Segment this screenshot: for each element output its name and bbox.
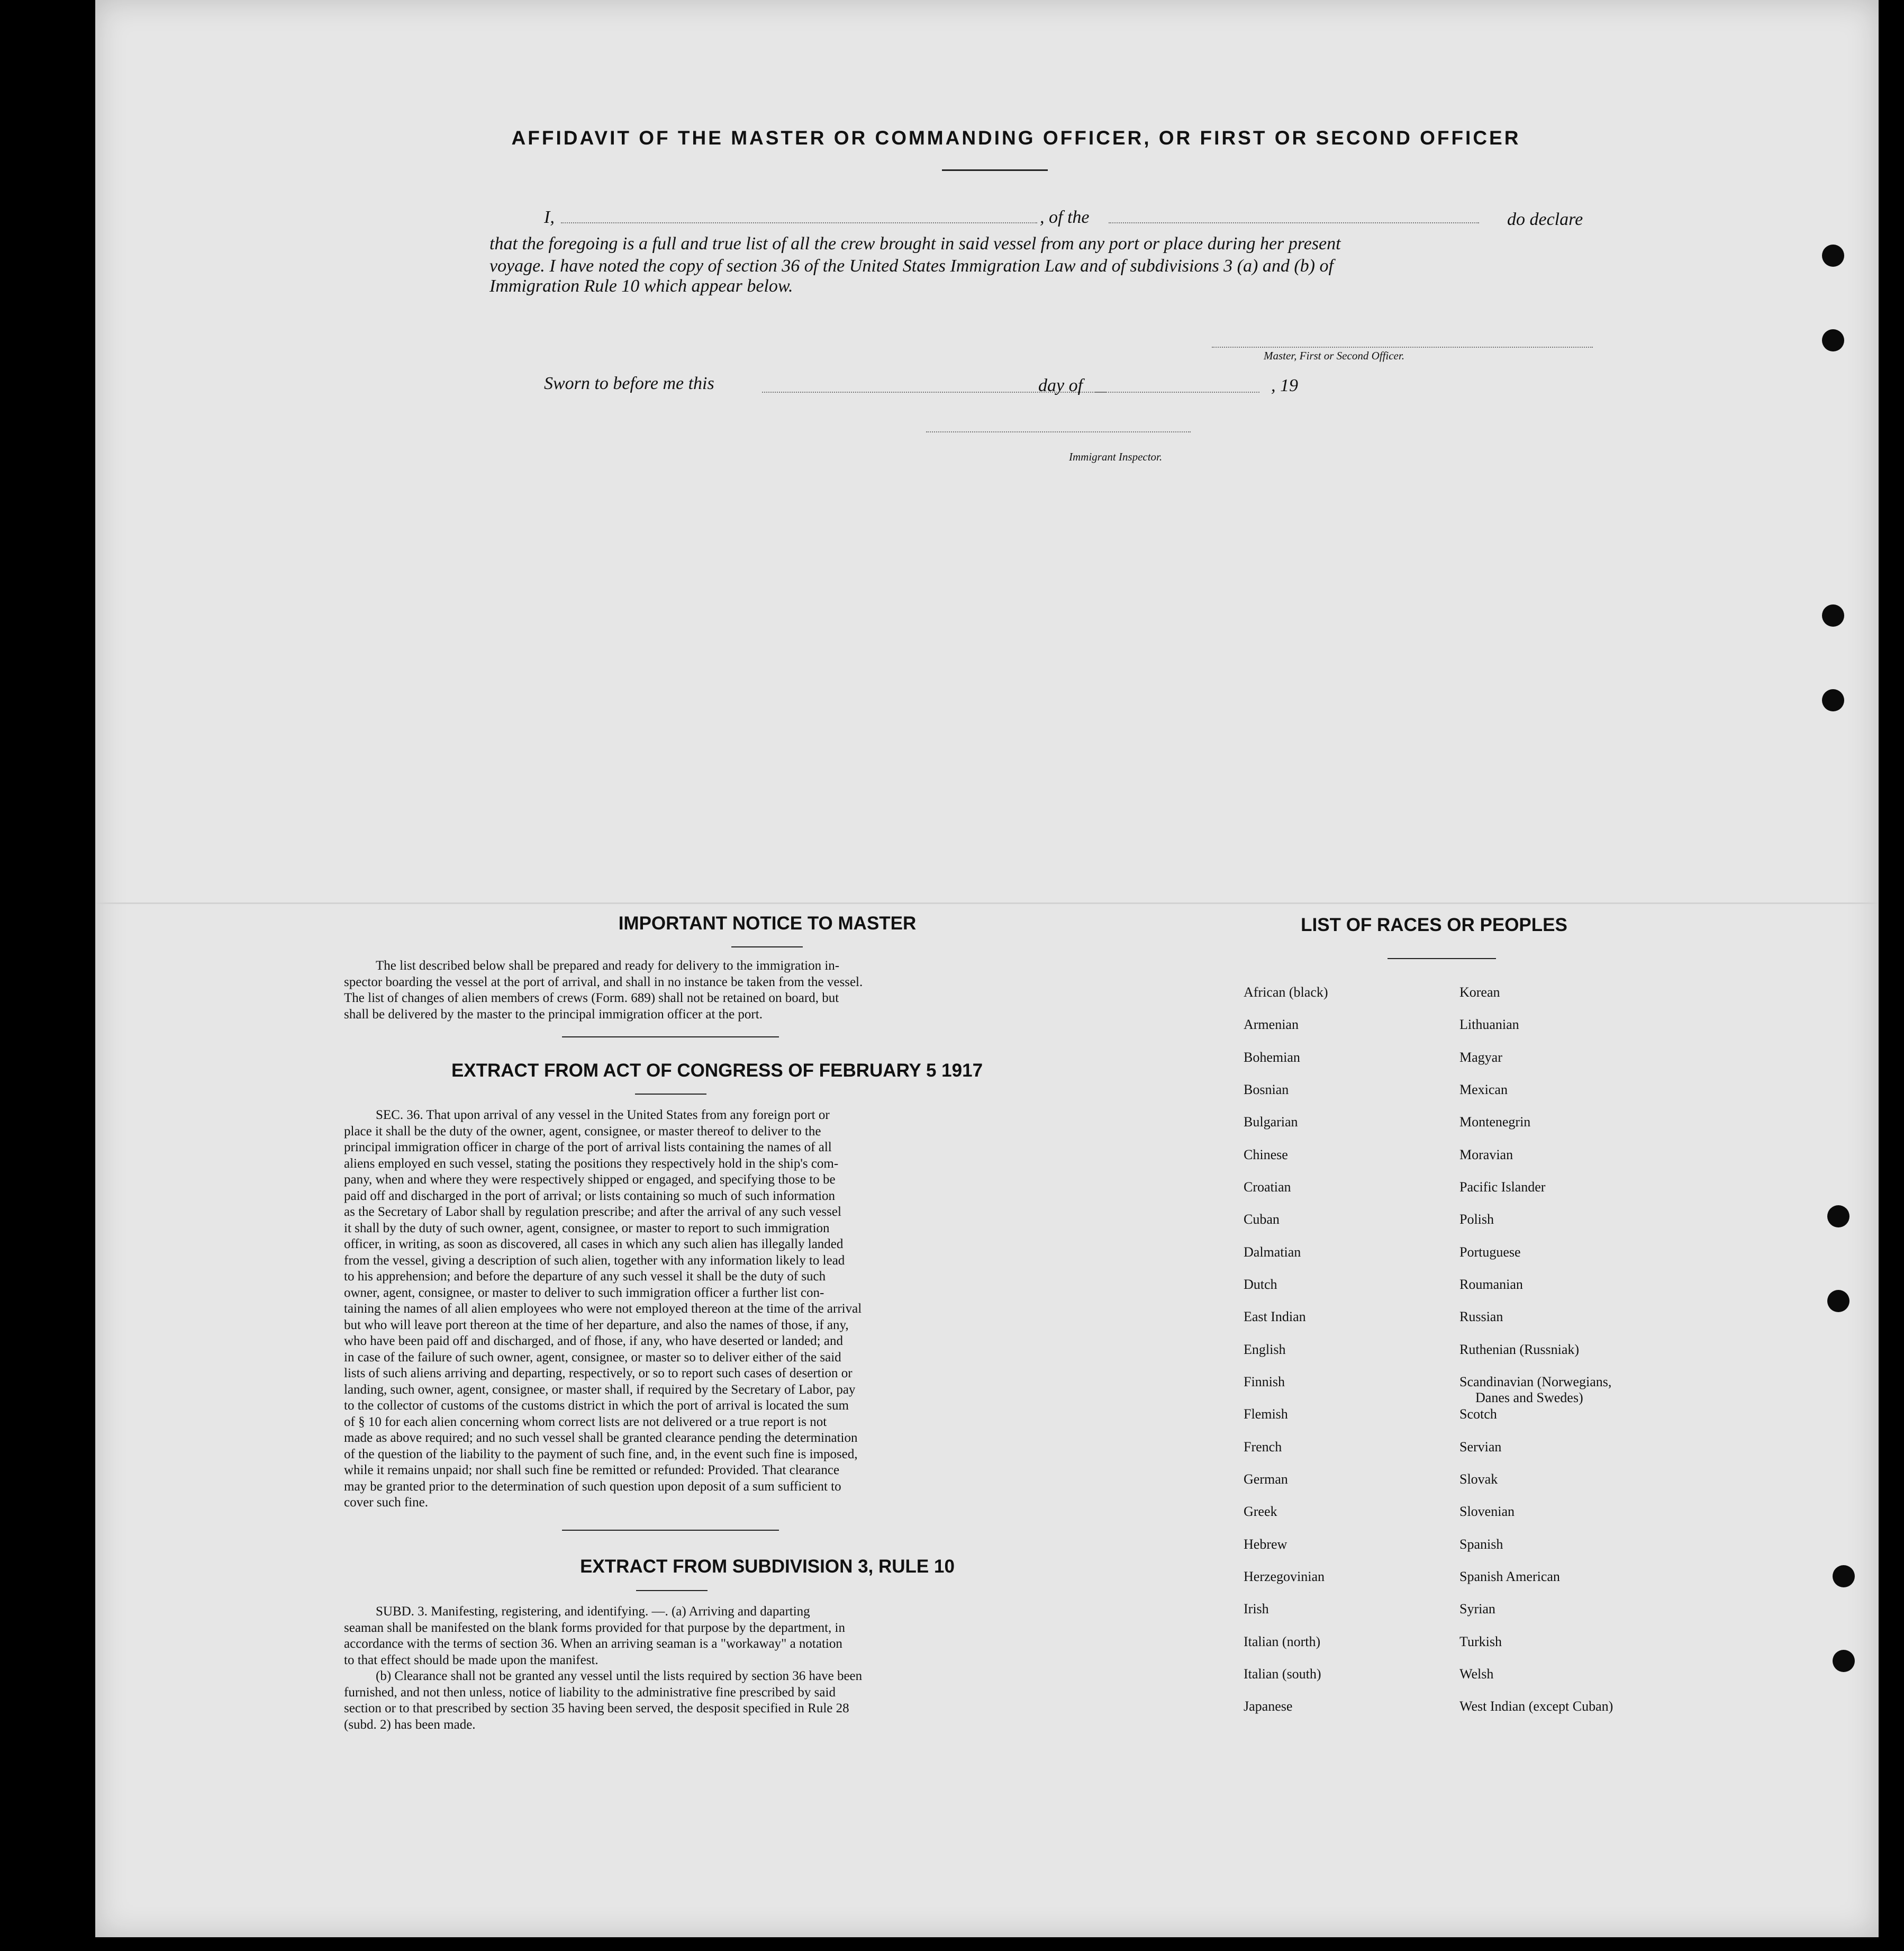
- race-item: Korean: [1459, 984, 1500, 1000]
- race-item: Servian: [1459, 1439, 1502, 1455]
- act-line: place it shall be the duty of the owner, agent, consignee, or master thereof to deliver to the: [344, 1124, 821, 1139]
- punch-hole: [1822, 604, 1844, 627]
- race-item: Roumanian: [1459, 1277, 1523, 1292]
- signature-blank[interactable]: [1212, 347, 1593, 348]
- rule-heading-rule: [636, 1590, 708, 1591]
- race-item: Turkish: [1459, 1634, 1502, 1649]
- signature-label: Master, First or Second Officer.: [1264, 349, 1404, 362]
- rule-line: (b) Clearance shall not be granted any vessel until the lists required by section 36 have been: [376, 1669, 863, 1683]
- race-item: Ruthenian (Russniak): [1459, 1342, 1580, 1357]
- act-divider: [562, 1530, 779, 1531]
- race-item: Mexican: [1459, 1082, 1508, 1097]
- affidavit-line2: that the foregoing is a full and true list of all the crew brought in said vessel from any port or place during her present: [489, 234, 1341, 254]
- race-item: Dutch: [1244, 1277, 1277, 1292]
- punch-hole: [1822, 245, 1844, 267]
- race-item: Scandinavian (Norwegians,: [1459, 1374, 1612, 1389]
- race-item: Irish: [1244, 1601, 1269, 1616]
- race-item: Spanish American: [1459, 1569, 1560, 1584]
- affidavit-line3: voyage. I have noted the copy of section 36 of the United States Immigration Law and of subdivisions 3 (a) and (b) of: [489, 256, 1334, 276]
- act-line: but who will leave port thereon at the time of her departure, and also the names of those, if any,: [344, 1317, 849, 1332]
- rule-line: (subd. 2) has been made.: [344, 1717, 476, 1732]
- race-item: Armenian: [1244, 1017, 1299, 1032]
- notice-line: The list of changes of alien members of crews (Form. 689) shall not be retained on board, but: [344, 991, 839, 1005]
- race-item: German: [1244, 1471, 1288, 1487]
- affidavit-line1-of: , of the: [1040, 207, 1090, 227]
- race-item: Welsh: [1459, 1666, 1494, 1682]
- inspector-label: Immigrant Inspector.: [1069, 450, 1163, 463]
- race-item: Cuban: [1244, 1212, 1280, 1227]
- punch-hole: [1822, 689, 1844, 711]
- race-item: Greek: [1244, 1504, 1277, 1519]
- act-body: [344, 1107, 1090, 1511]
- notice-divider: [562, 1036, 779, 1037]
- races-heading: LIST OF RACES OR PEOPLES: [1301, 915, 1567, 935]
- act-line: of § 10 for each alien concerning whom correct lists are not delivered or a true report is not: [344, 1414, 827, 1429]
- month-blank[interactable]: [1095, 392, 1259, 393]
- race-item: Russian: [1459, 1309, 1503, 1324]
- race-item: Bulgarian: [1244, 1114, 1298, 1130]
- act-line: it shall by the duty of such owner, agent, consignee, or master to report to such immigration: [344, 1221, 830, 1235]
- act-line: to the collector of customs of the customs district in which the port of arrival is located the sum: [344, 1398, 849, 1413]
- act-line: officer, in writing, as soon as discovered, all cases in which any such alien has illegally landed: [344, 1237, 844, 1251]
- rule-line: section or to that prescribed by section 35 having been served, the desposit specified in Rule 28: [344, 1701, 849, 1715]
- act-line: landing, such owner, agent, consignee, or master shall, if required by the Secretary of Labor, pay: [344, 1382, 856, 1397]
- act-line: paid off and discharged in the port of arrival; or lists containing so much of such information: [344, 1188, 836, 1203]
- race-item: English: [1244, 1342, 1286, 1357]
- race-item: French: [1244, 1439, 1282, 1455]
- race-item: Herzegovinian: [1244, 1569, 1325, 1584]
- year-text: , 19: [1271, 376, 1298, 395]
- race-item: Bosnian: [1244, 1082, 1289, 1097]
- notice-line: The list described below shall be prepared and ready for delivery to the immigration in-: [376, 959, 840, 973]
- notice-body: [344, 958, 1090, 1023]
- act-line: from the vessel, giving a description of such alien, together with any information likely to lead: [344, 1253, 845, 1268]
- race-item: Syrian: [1459, 1601, 1495, 1616]
- punch-hole: [1833, 1565, 1855, 1587]
- act-line: may be granted prior to the determination of such question upon deposit of a sum sufficient to: [344, 1479, 841, 1494]
- rule-line: seaman shall be manifested on the blank forms provided for that purpose by the department, in: [344, 1620, 845, 1635]
- rule-heading: EXTRACT FROM SUBDIVISION 3, RULE 10: [580, 1556, 955, 1577]
- race-item: West Indian (except Cuban): [1459, 1699, 1613, 1714]
- act-heading-rule: [635, 1094, 706, 1095]
- rule-line: SUBD. 3. Manifesting, registering, and identifying. —. (a) Arriving and daparting: [376, 1604, 810, 1619]
- race-item: Scotch: [1459, 1406, 1497, 1422]
- act-line: in case of the failure of such owner, agent, consignee, or master so to deliver either of the said: [344, 1350, 841, 1365]
- race-item: Croatian: [1244, 1179, 1291, 1195]
- act-line: made as above required; and no such vessel shall be granted clearance pending the determination: [344, 1431, 858, 1445]
- notice-line: shall be delivered by the master to the principal immigration officer at the port.: [344, 1007, 763, 1022]
- race-item: Slovak: [1459, 1471, 1498, 1487]
- race-item: Hebrew: [1244, 1537, 1288, 1552]
- act-heading: EXTRACT FROM ACT OF CONGRESS OF FEBRUARY 5 1917: [451, 1060, 983, 1081]
- race-item: Polish: [1459, 1212, 1494, 1227]
- affidavit-line1-i: I,: [544, 207, 555, 227]
- notice-heading-rule: [731, 946, 803, 947]
- race-item: Bohemian: [1244, 1050, 1300, 1065]
- act-line: lists of such aliens arriving and departing, respectively, or so to report such cases of desertion or: [344, 1366, 853, 1380]
- inspector-blank[interactable]: [926, 431, 1191, 432]
- race-item: Lithuanian: [1459, 1017, 1519, 1032]
- punch-hole: [1827, 1290, 1849, 1312]
- race-item: Chinese: [1244, 1147, 1288, 1162]
- punch-hole: [1822, 329, 1844, 351]
- notice-line: spector boarding the vessel at the port of arrival, and shall in no instance be taken from the vessel.: [344, 974, 863, 989]
- punch-hole: [1827, 1205, 1849, 1227]
- act-line: pany, when and where they were respectively shipped or engaged, and specifying those to be: [344, 1172, 836, 1187]
- affidavit-line4: Immigration Rule 10 which appear below.: [489, 276, 793, 296]
- vessel-blank[interactable]: [1109, 222, 1479, 223]
- race-item: Magyar: [1459, 1050, 1502, 1065]
- act-line: aliens employed en such vessel, stating the positions they respectively hold in the ship's com-: [344, 1156, 839, 1171]
- affidavit-title-rule: [942, 169, 1048, 171]
- act-line: as the Secretary of Labor shall by regulation prescribe; and after the arrival of any such vessel: [344, 1205, 841, 1219]
- race-item: Slovenian: [1459, 1504, 1515, 1519]
- affidavit-line1-end: do declare: [1507, 210, 1583, 229]
- race-item: Portuguese: [1459, 1244, 1521, 1260]
- act-line: cover such fine.: [344, 1495, 428, 1510]
- sworn-text: Sworn to before me this: [544, 374, 714, 393]
- race-item-continuation: Danes and Swedes): [1475, 1390, 1583, 1405]
- race-item: Finnish: [1244, 1374, 1285, 1389]
- notice-heading: IMPORTANT NOTICE TO MASTER: [618, 913, 917, 934]
- fold-line: [95, 902, 1879, 904]
- rule-body: [344, 1604, 1090, 1733]
- race-item: Moravian: [1459, 1147, 1513, 1162]
- race-item: Montenegrin: [1459, 1114, 1531, 1130]
- rule-line: accordance with the terms of section 36. When an arriving seaman is a "workaway" a notation: [344, 1637, 842, 1651]
- act-line: to his apprehension; and before the departure of any such vessel it shall be the duty of such: [344, 1269, 826, 1284]
- race-item: East Indian: [1244, 1309, 1306, 1324]
- act-line: SEC. 36. That upon arrival of any vessel in the United States from any foreign port or: [376, 1108, 830, 1122]
- race-item: Italian (south): [1244, 1666, 1321, 1682]
- race-item: Japanese: [1244, 1699, 1293, 1714]
- affidavit-title: AFFIDAVIT OF THE MASTER OR COMMANDING OFFICER, OR FIRST OR SECOND OFFICER: [511, 127, 1521, 149]
- race-item: African (black): [1244, 984, 1328, 1000]
- races-heading-rule: [1388, 958, 1496, 959]
- rule-line: to that effect should be made upon the manifest.: [344, 1652, 599, 1667]
- act-line: taining the names of all alien employees who were not employed thereon at the time of the arrival: [344, 1302, 862, 1316]
- day-of-text: day of: [1038, 376, 1083, 395]
- act-line: while it remains unpaid; nor shall such fine be remitted or refunded: Provided. That clearance: [344, 1463, 840, 1477]
- name-blank[interactable]: [561, 222, 1037, 223]
- punch-hole: [1833, 1650, 1855, 1672]
- race-item: Pacific Islander: [1459, 1179, 1546, 1195]
- act-line: principal immigration officer in charge of the port of arrival lists containing the names of all: [344, 1140, 832, 1154]
- act-line: who have been paid off and discharged, and of fhose, if any, who have deserted or landed; and: [344, 1334, 843, 1348]
- rule-line: furnished, and not then unless, notice of liability to the administrative fine prescribed by said: [344, 1685, 836, 1700]
- race-item: Italian (north): [1244, 1634, 1321, 1649]
- race-item: Dalmatian: [1244, 1244, 1301, 1260]
- act-line: owner, agent, consignee, or master to deliver to such immigration officer a further list con-: [344, 1285, 824, 1300]
- race-item: Spanish: [1459, 1537, 1503, 1552]
- act-line: of the question of the liability to the payment of such fine, and, in the event such fine is imposed,: [344, 1447, 858, 1461]
- race-item: Flemish: [1244, 1406, 1288, 1422]
- document-sheet: [95, 0, 1879, 1937]
